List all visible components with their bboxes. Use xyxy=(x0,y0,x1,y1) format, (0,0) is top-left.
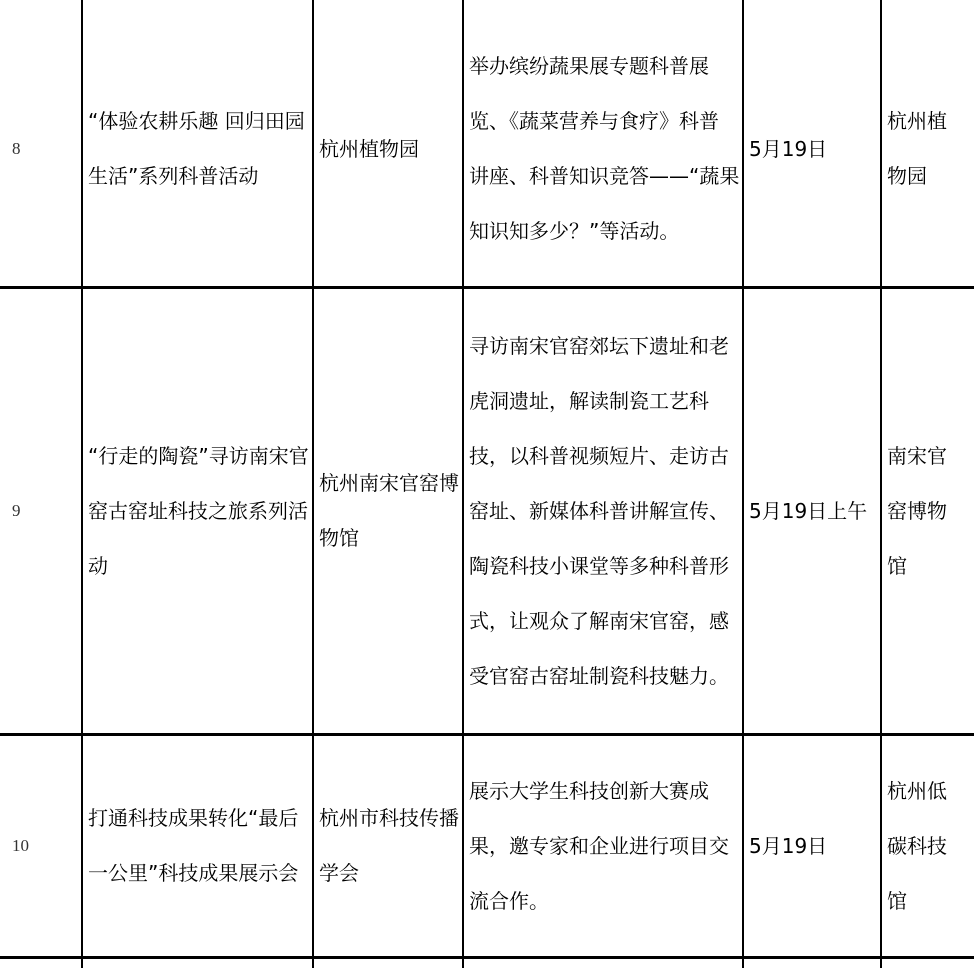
activity-name: 打通科技成果转化“最后 一公里”科技成果展示会 xyxy=(88,806,299,885)
table-row xyxy=(0,12,974,286)
row-divider xyxy=(0,956,974,959)
activity-time: 5月19日 xyxy=(749,136,828,161)
organizer: 杭州南宋官窑博 物馆 xyxy=(319,471,459,550)
table-row xyxy=(0,289,974,733)
activity-location: 杭州植 物园 xyxy=(887,109,947,188)
activity-time: 5月19日上午 xyxy=(749,498,868,523)
table-row xyxy=(0,736,974,956)
activity-content: 寻访南宋官窑郊坛下遗址和老 虎洞遗址，解读制瓷工艺科 技，以科普视频短片、走访古 窑址、新媒体科普讲解宣传、 陶瓷科技小课堂等多种科普形 式，让观众了解南宋官窑，感 受官窑古窑址制瓷科技魅力。 xyxy=(469,333,729,688)
activity-name: “体验农耕乐趣 回归田园 生活”系列科普活动 xyxy=(88,109,305,188)
row-number: 10 xyxy=(12,836,29,855)
activity-content: 展示大学生科技创新大赛成 果，邀专家和企业进行项目交 流合作。 xyxy=(469,778,729,913)
row-number: 9 xyxy=(12,501,21,520)
organizer: 杭州植物园 xyxy=(319,136,419,161)
activity-content: 举办缤纷蔬果展专题科普展 览、《蔬菜营养与食疗》科普 讲座、科普知识竞答——“蔬果 知识知多少？”等活动。 xyxy=(469,54,740,243)
organizer: 杭州市科技传播 学会 xyxy=(319,806,459,885)
activity-name: “行走的陶瓷”寻访南宋官 窑古窑址科技之旅系列活 动 xyxy=(88,443,309,578)
activity-location: 杭州低 碳科技 馆 xyxy=(887,778,947,913)
activity-location: 南宋官 窑博物 馆 xyxy=(887,443,947,578)
row-number: 8 xyxy=(12,139,21,158)
activity-time: 5月19日 xyxy=(749,833,828,858)
